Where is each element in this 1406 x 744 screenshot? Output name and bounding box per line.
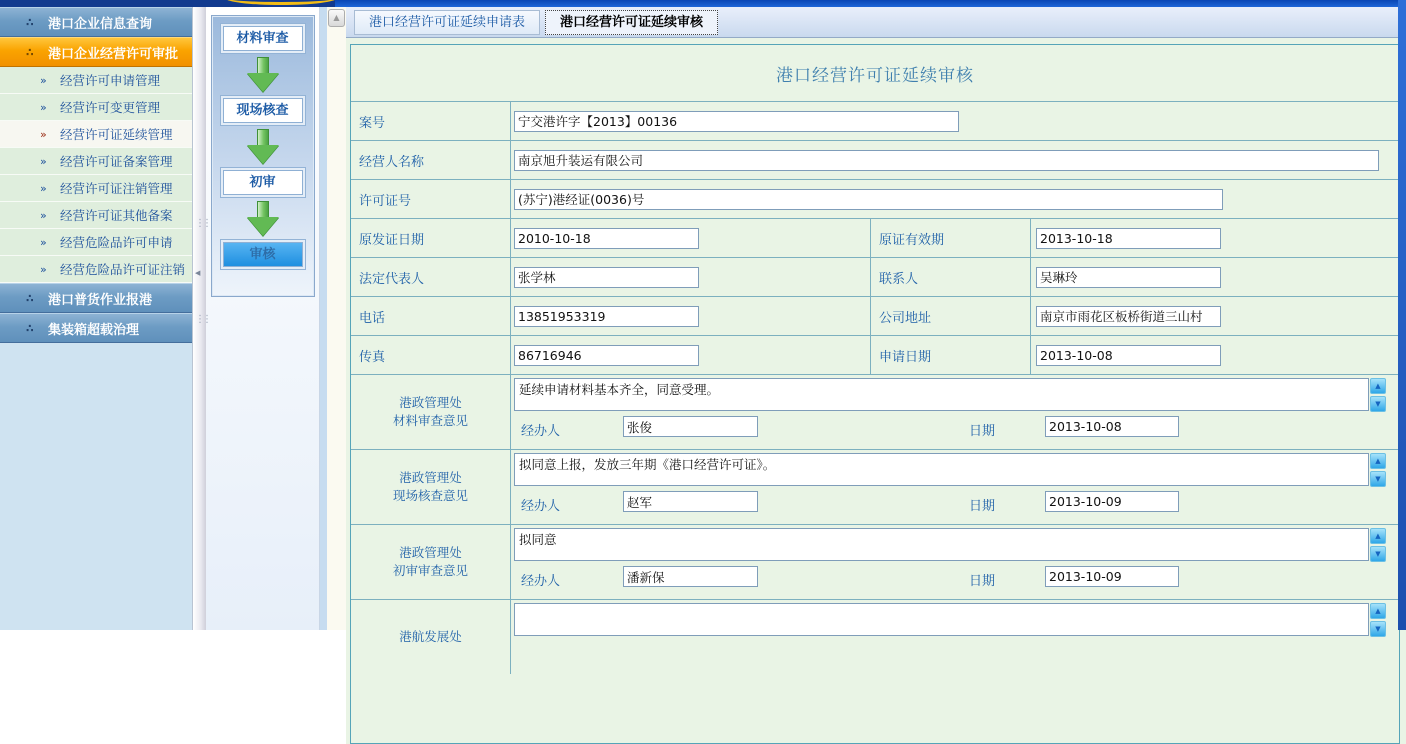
legal-representative-input[interactable]: [514, 267, 699, 288]
opinion-dept-label: 港政管理处: [399, 545, 462, 560]
form-row-issue-date: [351, 218, 1399, 257]
workflow-panel: [206, 7, 320, 630]
menu-bullet-icon: ∴: [26, 321, 32, 335]
form-area: [346, 38, 1406, 744]
date-input[interactable]: [1045, 566, 1179, 587]
sidebar-item-port-info-query[interactable]: [0, 7, 192, 37]
date-label: 日期: [969, 424, 996, 439]
flow-down-arrow-icon: [247, 57, 279, 93]
sidebar-subitem-label: 经营许可证注销管理: [60, 181, 173, 196]
flow-down-arrow-icon: [247, 201, 279, 237]
sidebar-subitem-license-cancel[interactable]: [0, 175, 192, 202]
form-row-fax: [351, 335, 1399, 374]
main-layout: [0, 7, 1406, 644]
field-label: 许可证号: [351, 180, 511, 218]
workflow-step-site-check[interactable]: 现场核查: [223, 98, 303, 123]
opinion-textarea[interactable]: 拟同意: [514, 528, 1369, 561]
scroll-down-icon[interactable]: ▼: [1370, 621, 1386, 637]
opinion-kind-label: 初审审查意见: [392, 563, 468, 578]
original-valid-date-input[interactable]: [1036, 228, 1221, 249]
field-label: 联系人: [871, 258, 1031, 296]
collapse-left-icon[interactable]: ◀: [195, 269, 201, 277]
sidebar-item-license-approval[interactable]: [0, 37, 192, 67]
form-row-case-number: [351, 101, 1399, 140]
date-input[interactable]: [1045, 491, 1179, 512]
operator-input[interactable]: [623, 566, 758, 587]
form-row-license-number: [351, 179, 1399, 218]
scroll-up-icon[interactable]: ▲: [1370, 603, 1386, 619]
tab-renewal-review[interactable]: 港口经营许可证延续审核: [545, 10, 718, 35]
field-label: 传真: [351, 336, 511, 374]
splitter-grip-icon: ⋮⋮: [195, 218, 209, 229]
renewal-review-form: [350, 44, 1400, 744]
opinion-dept-label: 港政管理处: [399, 470, 462, 485]
menu-bullet-icon: ∴: [26, 15, 32, 29]
operator-input[interactable]: [623, 416, 758, 437]
textarea-scroll-buttons: [1370, 453, 1386, 487]
date-label: 日期: [969, 499, 996, 514]
field-label: 原发证日期: [351, 219, 511, 257]
field-label: 电话: [351, 297, 511, 335]
workflow-step-material-review[interactable]: 材料审查: [223, 26, 303, 51]
sidebar-subitem-license-change[interactable]: [0, 94, 192, 121]
form-row-legal-rep: [351, 257, 1399, 296]
tab-renewal-application-form[interactable]: 港口经营许可证延续申请表: [354, 10, 540, 35]
phone-input[interactable]: [514, 306, 699, 327]
date-input[interactable]: [1045, 416, 1179, 437]
textarea-scroll-buttons: [1370, 603, 1386, 637]
workflow-step-final-review[interactable]: 审核: [223, 242, 303, 267]
date-label: 日期: [969, 574, 996, 589]
workflow-step-first-review[interactable]: 初审: [223, 170, 303, 195]
arrow-bullet-icon: »: [40, 100, 47, 114]
license-number-input[interactable]: [514, 189, 1223, 210]
sidebar-item-label: 港口企业经营许可审批: [48, 46, 179, 62]
arrow-bullet-icon: »: [40, 181, 47, 195]
form-row-port-dev-opinion: [351, 599, 1399, 674]
operator-label: 经办人: [521, 424, 561, 439]
field-label: 法定代表人: [351, 258, 511, 296]
panel-splitter[interactable]: [192, 7, 209, 630]
main-content: [346, 7, 1406, 644]
form-title-row: [351, 45, 1399, 101]
scroll-up-icon: ▲: [333, 13, 340, 22]
application-date-input[interactable]: [1036, 345, 1221, 366]
sidebar-subitem-dangerous-goods-cancel[interactable]: [0, 256, 192, 283]
field-label: 经营人名称: [351, 141, 511, 179]
opinion-kind-label: 材料审查意见: [392, 413, 468, 428]
sidebar: [0, 7, 192, 630]
splitter-grip-icon: ⋮⋮: [195, 314, 209, 325]
scroll-down-icon[interactable]: ▼: [1370, 396, 1386, 412]
textarea-scroll-buttons: [1370, 378, 1386, 412]
sidebar-subitem-label: 经营许可证备案管理: [60, 154, 173, 169]
sidebar-subitem-label: 经营许可申请管理: [60, 73, 161, 88]
field-label: 原证有效期: [871, 219, 1031, 257]
flow-down-arrow-icon: [247, 129, 279, 165]
operator-input[interactable]: [623, 491, 758, 512]
scroll-up-icon[interactable]: ▲: [1370, 453, 1386, 469]
sidebar-subitem-label: 经营许可变更管理: [60, 100, 161, 115]
arrow-bullet-icon: »: [40, 73, 47, 87]
sidebar-item-label: 集装箱超载治理: [48, 322, 140, 338]
opinion-textarea[interactable]: [514, 603, 1369, 636]
arrow-bullet-icon: »: [40, 154, 47, 168]
sidebar-item-label: 港口企业信息查询: [48, 16, 153, 32]
company-address-input[interactable]: [1036, 306, 1221, 327]
opinion-textarea[interactable]: 延续申请材料基本齐全，同意受理。: [514, 378, 1369, 411]
opinion-textarea[interactable]: 拟同意上报，发放三年期《港口经营许可证》。: [514, 453, 1369, 486]
menu-bullet-icon: ∴: [26, 45, 32, 59]
operator-label: 经办人: [521, 499, 561, 514]
window-right-edge: [1398, 0, 1406, 630]
opinion-kind-label: 现场核查意见: [392, 488, 468, 503]
original-issue-date-input[interactable]: [514, 228, 699, 249]
field-label: 申请日期: [871, 336, 1031, 374]
sidebar-subitem-label: 经营危险品许可证注销: [60, 262, 186, 277]
form-row-material-review-opinion: [351, 374, 1399, 449]
arrow-bullet-icon: »: [40, 127, 47, 141]
scroll-down-icon[interactable]: ▼: [1370, 546, 1386, 562]
operator-name-input[interactable]: [514, 150, 1379, 171]
scroll-down-icon[interactable]: ▼: [1370, 471, 1386, 487]
fax-input[interactable]: [514, 345, 699, 366]
sidebar-subitem-license-renewal[interactable]: [0, 121, 192, 148]
sidebar-subitem-label: 经营许可证延续管理: [60, 127, 173, 142]
sidebar-subitem-license-other-record[interactable]: [0, 202, 192, 229]
opinion-dept-label: 港航发展处: [399, 629, 462, 644]
scroll-up-button[interactable]: [328, 9, 345, 27]
contact-person-input[interactable]: [1036, 267, 1221, 288]
textarea-scroll-buttons: [1370, 528, 1386, 562]
workflow-steps: [211, 15, 315, 297]
form-row-phone: [351, 296, 1399, 335]
form-title: 港口经营许可证延续审核: [776, 65, 974, 86]
sidebar-subitem-dangerous-goods-apply[interactable]: [0, 229, 192, 256]
sidebar-subitem-label: 经营许可证其他备案: [60, 208, 173, 223]
arrow-bullet-icon: »: [40, 208, 47, 222]
operator-label: 经办人: [521, 574, 561, 589]
opinion-dept-label: 港政管理处: [399, 395, 462, 410]
main-scrollbar[interactable]: [320, 7, 346, 630]
sidebar-item-container-overload[interactable]: [0, 313, 192, 343]
sidebar-subitem-license-apply[interactable]: [0, 67, 192, 94]
sidebar-item-general-cargo-report[interactable]: [0, 283, 192, 313]
field-label: 公司地址: [871, 297, 1031, 335]
sidebar-subitem-label: 经营危险品许可申请: [60, 235, 173, 250]
scroll-up-icon[interactable]: ▲: [1370, 378, 1386, 394]
form-row-first-review-opinion: [351, 524, 1399, 599]
scroll-up-icon[interactable]: ▲: [1370, 528, 1386, 544]
form-row-site-check-opinion: [351, 449, 1399, 524]
menu-bullet-icon: ∴: [26, 291, 32, 305]
sidebar-subitem-license-record[interactable]: [0, 148, 192, 175]
field-label: 案号: [351, 102, 511, 140]
arrow-bullet-icon: »: [40, 262, 47, 276]
app-top-bar: [0, 0, 1406, 7]
arrow-bullet-icon: »: [40, 235, 47, 249]
sidebar-item-label: 港口普货作业报港: [48, 292, 153, 308]
form-row-operator-name: [351, 140, 1399, 179]
case-number-input[interactable]: [514, 111, 959, 132]
tab-bar: [346, 7, 1406, 38]
